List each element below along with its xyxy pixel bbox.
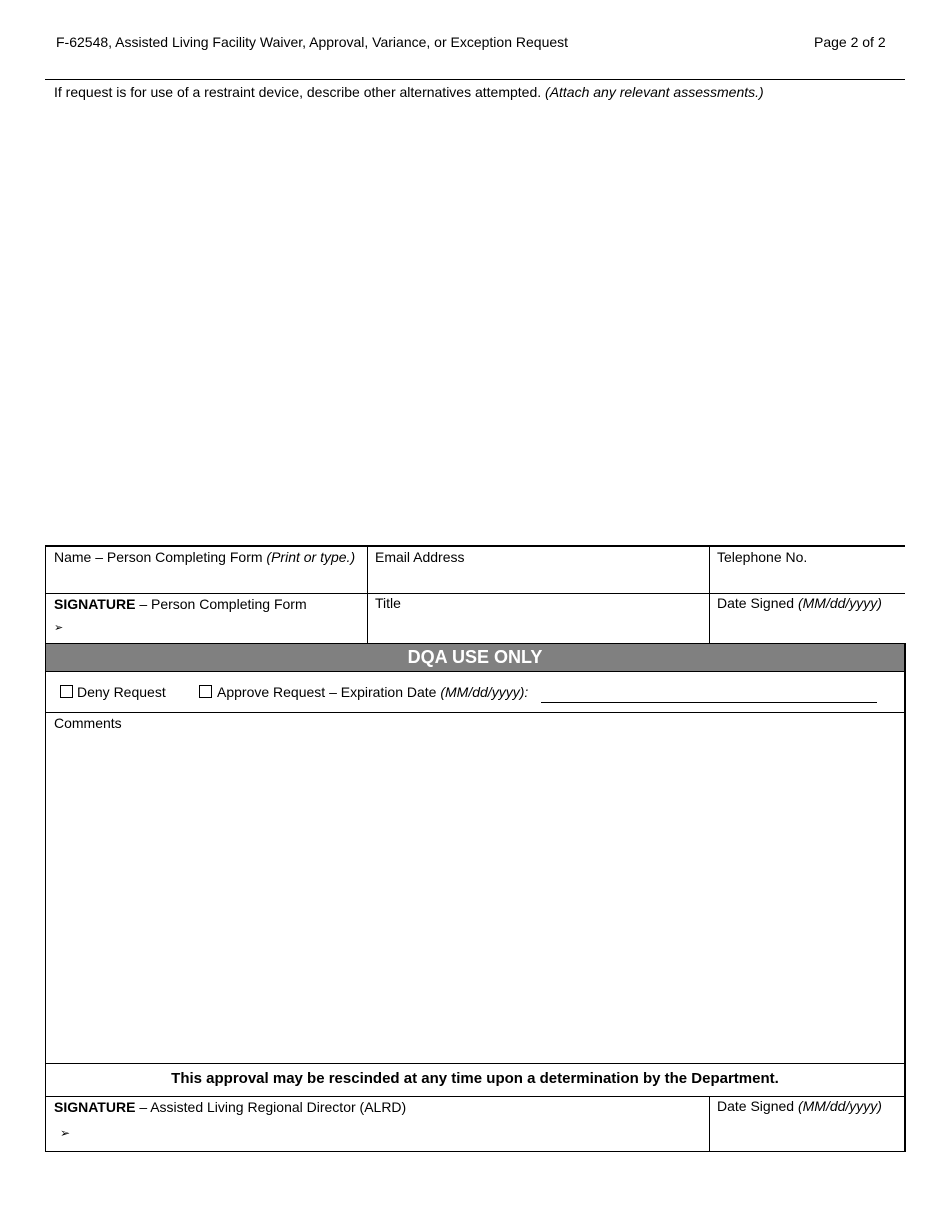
arrow-icon: ➢ — [54, 622, 64, 634]
completer-col-divider-1 — [367, 546, 368, 644]
alrd-date-field[interactable] — [717, 1098, 882, 1114]
restraint-answer-area[interactable] — [46, 104, 904, 540]
alrd-arrow-icon: ➢ — [60, 1126, 71, 1140]
restraint-note: (Attach any relevant assessments.) — [545, 84, 764, 100]
name-field[interactable] — [54, 549, 355, 565]
alrd-date-format: (MM/dd/yyyy) — [797, 1098, 882, 1114]
completer-table-mid-border — [45, 593, 905, 594]
signature-suffix: – Person Completing Form — [139, 596, 307, 612]
approve-date-format: (MM/dd/yyyy): — [440, 684, 529, 700]
approve-request-label — [217, 684, 528, 700]
header-divider — [45, 79, 905, 80]
completer-table-top-border — [45, 545, 905, 547]
restraint-prompt-text: If request is for use of a restraint device, describe other alternatives attempted. — [54, 84, 542, 100]
approve-request-checkbox[interactable] — [199, 685, 212, 698]
rescind-notice: This approval may be rescinded at any time upon a determination by the Department. — [171, 1070, 779, 1087]
deny-request-label: Deny Request — [77, 684, 166, 700]
form-title: F-62548, Assisted Living Facility Waiver, Approval, Variance, or Exception Request — [56, 34, 569, 50]
completer-signature-field[interactable] — [54, 596, 307, 612]
alrd-signature-suffix: – Assisted Living Regional Director (ALRD) — [139, 1099, 407, 1115]
date-signed-label: Date Signed — [717, 595, 795, 611]
expiration-date-input-line[interactable] — [541, 702, 877, 703]
comments-label: Comments — [54, 715, 122, 731]
telephone-field[interactable] — [717, 549, 807, 565]
completer-date-field[interactable] — [717, 595, 882, 611]
notice-bottom-border — [45, 1096, 905, 1097]
title-label: Title — [375, 595, 401, 611]
alrd-signature-label: SIGNATURE — [54, 1099, 136, 1115]
decision-row-bottom-border — [45, 712, 905, 713]
name-label: Name – Person Completing Form — [54, 549, 263, 565]
completer-col-divider-2 — [709, 546, 710, 644]
dqa-band-bottom-border — [45, 671, 905, 672]
date-format: (MM/dd/yyyy) — [797, 595, 882, 611]
completer-left-border — [45, 546, 46, 644]
telephone-label: Telephone No. — [717, 549, 808, 565]
dqa-bottom-border — [45, 1151, 906, 1152]
dqa-use-only-band: DQA USE ONLY — [46, 644, 904, 671]
alrd-col-divider — [709, 1096, 710, 1152]
page-number: Page 2 of 2 — [814, 34, 886, 50]
dqa-right-border — [904, 643, 906, 1152]
signature-label: SIGNATURE — [54, 596, 136, 612]
restraint-prompt — [54, 84, 764, 100]
title-field[interactable] — [375, 595, 401, 611]
approve-label-text: Approve Request – Expiration Date — [217, 684, 437, 700]
comments-bottom-border — [45, 1063, 905, 1064]
alrd-signature-field[interactable] — [54, 1099, 406, 1115]
alrd-date-label: Date Signed — [717, 1098, 795, 1114]
name-note: (Print or type.) — [266, 549, 356, 565]
email-field[interactable] — [375, 549, 464, 565]
deny-request-checkbox[interactable] — [60, 685, 73, 698]
comments-area[interactable] — [46, 734, 904, 1062]
email-label: Email Address — [375, 549, 465, 565]
